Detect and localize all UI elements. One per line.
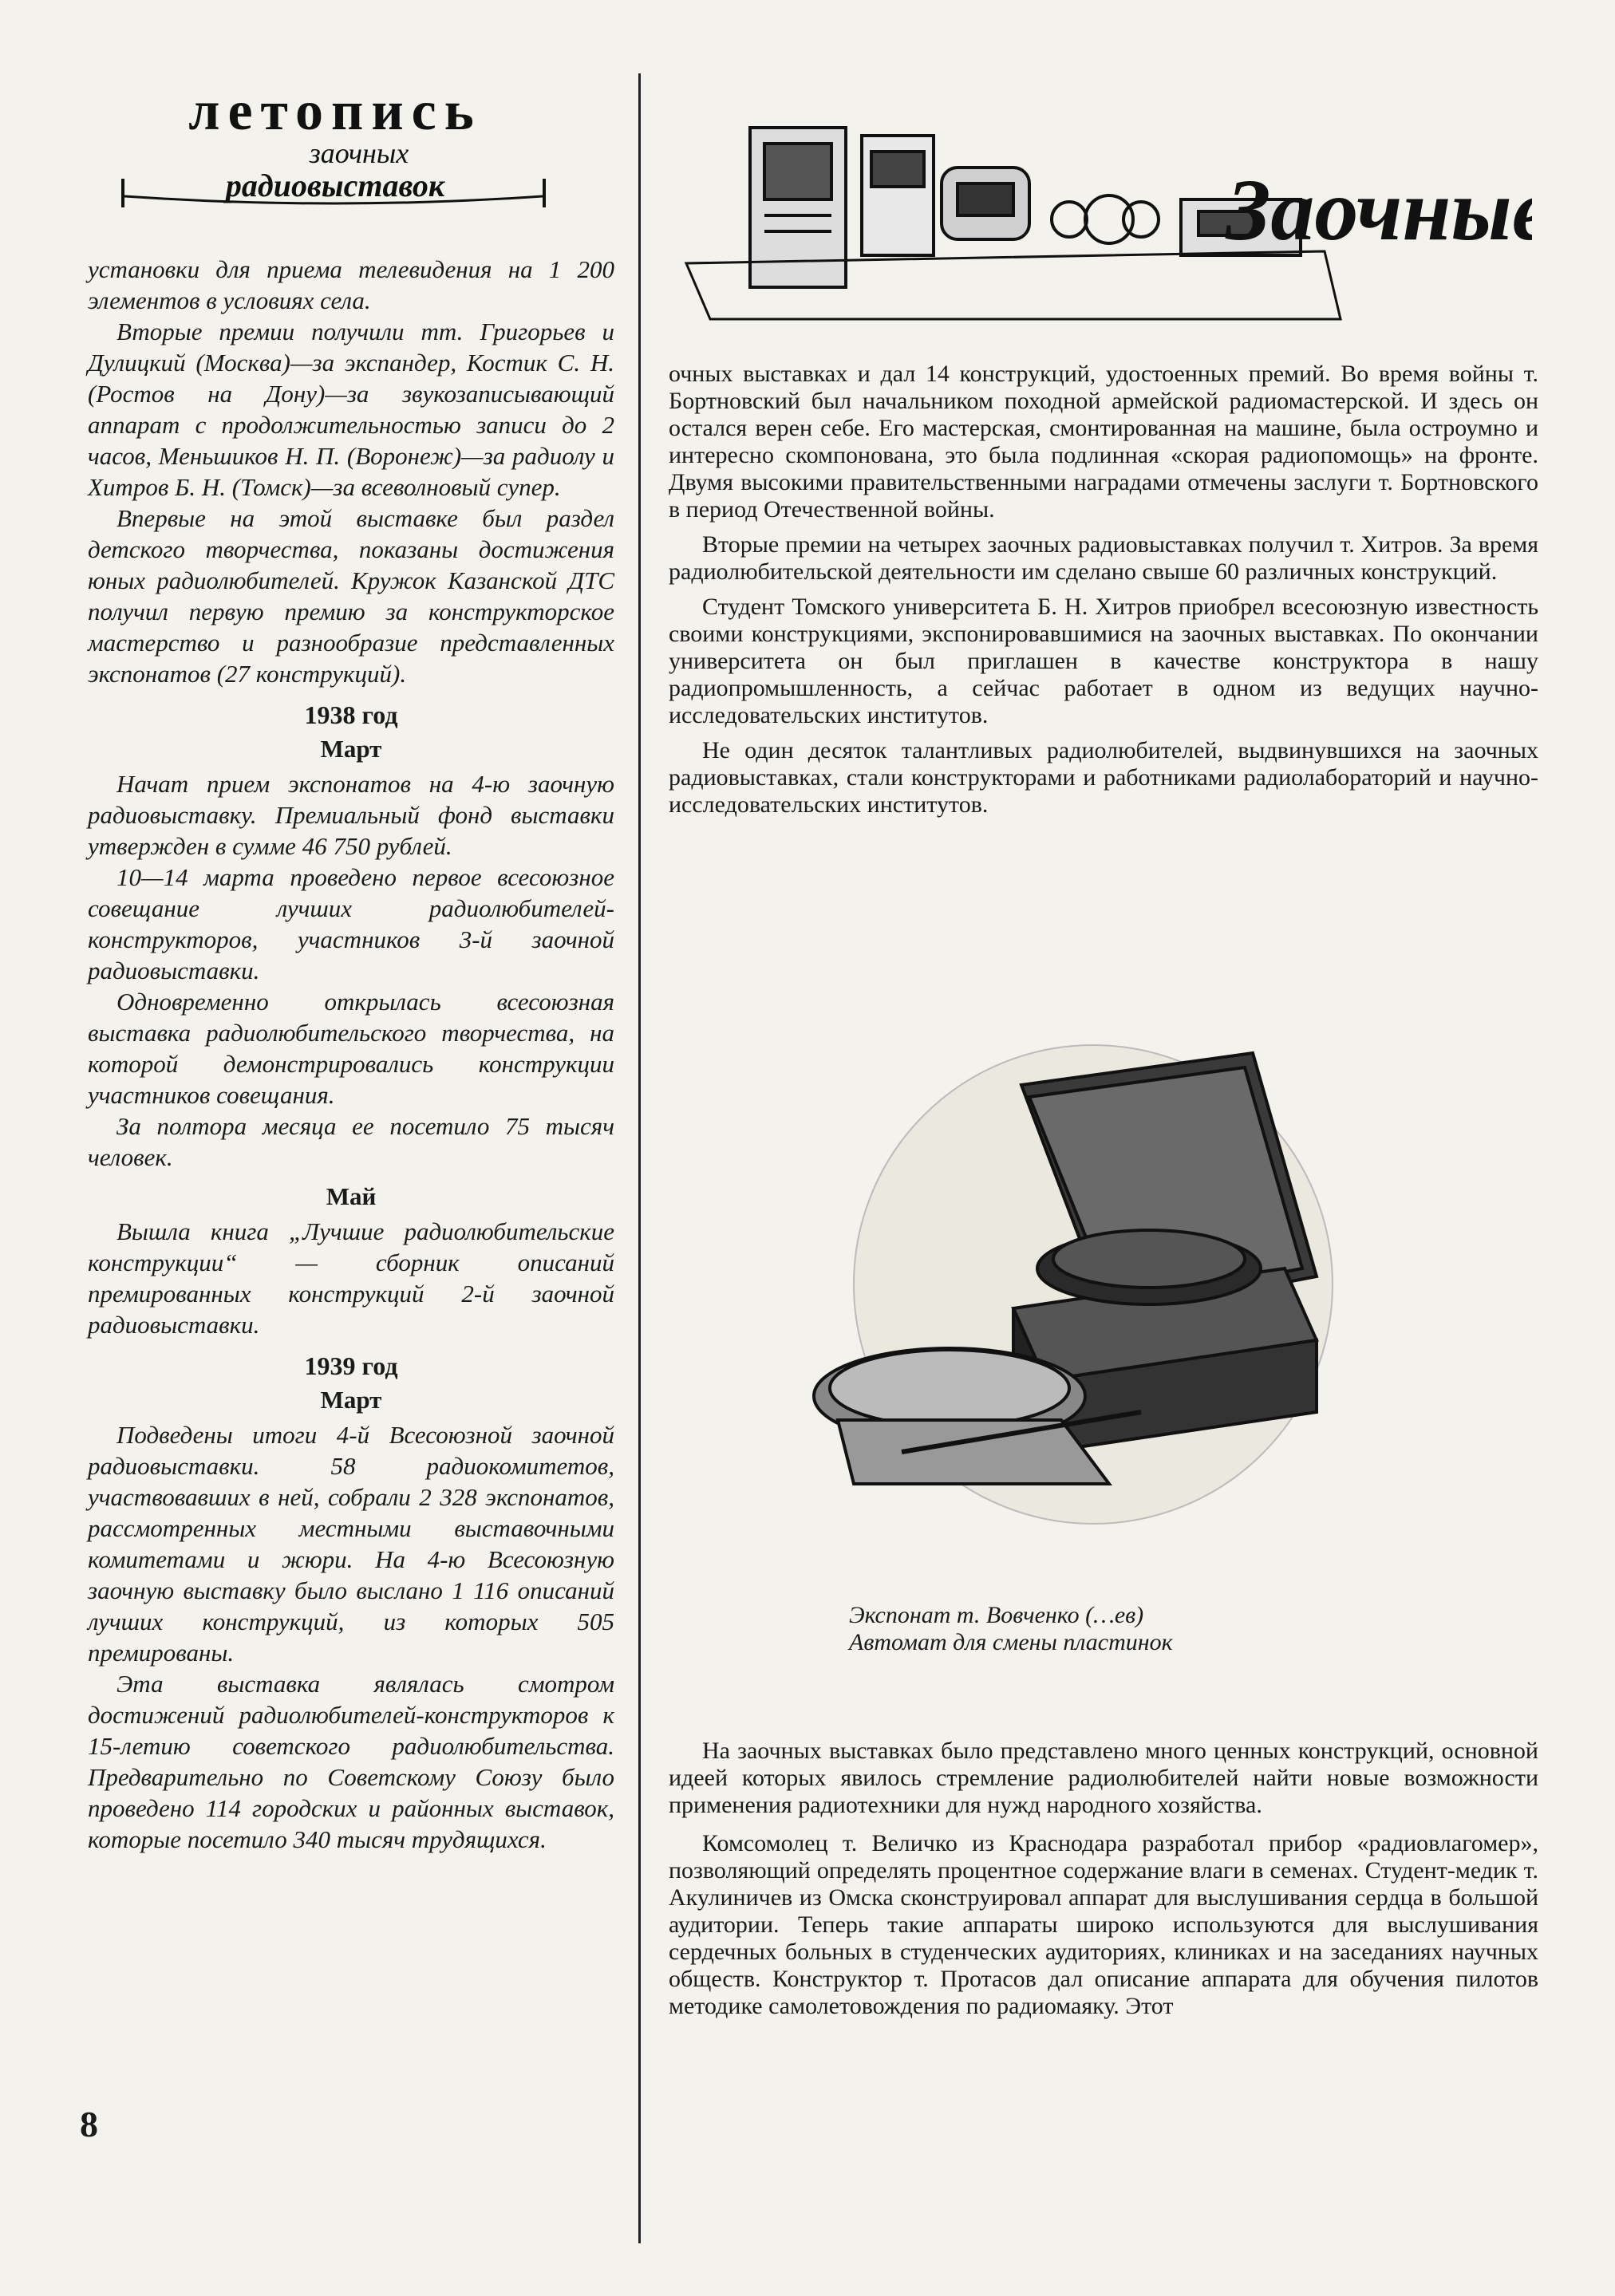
year-heading: 1939 год: [304, 1351, 398, 1380]
left-paragraph: Впервые на этой выставке был раздел детского творчества, показаны достижения юных радиолюбителей. Кружок Казанской ДТС получил первую премию за конструкторское мастерство и разнообразие представленных экспонатов (27 конструкций).: [88, 504, 614, 688]
caption-line-2: Автомат для смены пластинок: [849, 1629, 1173, 1655]
right-column-top: [669, 361, 1538, 819]
masthead: [120, 77, 551, 212]
masthead-subtitle-2: радиовыставок: [225, 168, 445, 203]
left-paragraph: Подведены итоги 4-й Всесоюзной заочной радиовыставки. 58 радиокомитетов, участвовавших в ней, собрали 2 328 экспонатов, рассмотренных местными выставочными комитетами и жюри. На 4-ю Всесоюзную заочную выставку было выслано 1 116 описаний лучших конструкций, из которых 505 премированы.: [88, 1421, 614, 1667]
left-paragraph: Начат прием экспонатов на 4-ю заочную радиовыставку. Премиальный фонд выставки утвержден в сумме 46 750 рублей.: [88, 770, 614, 860]
left-paragraph: Эта выставка являлась смотром достижений радиолюбителей-конструкторов к 15-летию советского радиолюбительства. Предварительно по Советскому Союзу было проведено 114 городских и районных выставок, которые посетило 340 тысяч трудящихся.: [88, 1670, 614, 1853]
left-paragraph: Вышла книга „Лучшие радиолюбительские конструкции“ — сборник описаний премированных конструкций 2-й заочной радиовыставки.: [88, 1217, 614, 1339]
left-paragraph: 10—14 марта проведено первое всесоюзное совещание лучших радиолюбителей-конструкторов, участников 3-й заочной радиовыставки.: [88, 863, 614, 984]
month-heading: Март: [320, 735, 382, 763]
right-paragraph: Не один десяток талантливых радиолюбителей, выдвинувшихся на заочных радиовыставках, стали конструкторами и работниками радиолабораторий и научно-исследовательских институтов.: [669, 737, 1538, 818]
right-paragraph: очных выставках и дал 14 конструкций, удостоенных премий. Во время войны т. Бортновский был начальником походной армейской радиомастерской. И здесь он остался верен себе. Его мастерская, смонтированная на машине, была остроумно и интересно скомпонована, это была подлинная «скорая радиопомощь» на фронте. Двумя высокими правительственными наградами отмечены заслуги т. Бортновского в период Отечественной войны.: [669, 361, 1538, 523]
month-heading: Май: [326, 1182, 377, 1210]
banner: [662, 80, 1532, 335]
left-paragraph: Одновременно открылась всесоюзная выставка радиолюбительского творчества, на которой демонстрировались конструкции участников совещания.: [88, 988, 614, 1109]
banner-title: Заочные: [1226, 161, 1532, 258]
masthead-frame: [120, 77, 551, 212]
radio-sets-illustration: [662, 80, 1532, 335]
right-paragraph: Студент Томского университета Б. Н. Хитров приобрел всесоюзную известность своими конструкциями, экспонировавшимися на заочных выставках. По окончании университета он был приглашен в качестве конструктора в нашу радиопромышленность, а сейчас работает в одном из ведущих научно-исследовательских институтов.: [669, 594, 1538, 728]
left-paragraph: установки для приема телевидения на 1 200 элементов в условиях села.: [88, 255, 614, 314]
left-column: [88, 254, 614, 1855]
left-paragraph: Вторые премии получили тт. Григорьев и Дулицкий (Москва)—за экспандер, Костик С. Н. (Ростов на Дону)—за звукозаписывающий аппарат с продолжительностью записи до 2 часов, Меньшиков Н. П. (Воронеж)—за радиолу и Хитров Б. Н. (Томск)—за всеволновый супер.: [88, 318, 614, 501]
right-paragraph: Комсомолец т. Величко из Краснодара разработал прибор «радиовлагомер», позволяющий определять процентное содержание влаги в семенах. Студент-медик т. Акулиничев из Омска сконструировал аппарат для выслушивания сердца в большой аудитории. Теперь такие аппараты широко используются для выслушивания сердечных больных в студенческих аудиториях, клиниках и на заседаниях научных обществ. Конструктор т. Протасов дал описание аппарата для обучения пилотов методике самолетовождения по радиомаяку. Этот: [669, 1830, 1538, 2019]
right-paragraph: Вторые премии на четырех заочных радиовыставках получил т. Хитров. За время радиолюбительской деятельности им сделано свыше 60 различных конструкций.: [669, 531, 1538, 585]
record-changer-illustration: [806, 1037, 1364, 1556]
right-column-bottom: [669, 1738, 1538, 2020]
record-changer-photo: [806, 1037, 1364, 1556]
month-heading: Март: [320, 1386, 382, 1414]
column-divider: [638, 73, 641, 2243]
page-number: 8: [80, 2104, 98, 2144]
left-paragraph: За полтора месяца ее посетило 75 тысяч человек.: [88, 1112, 614, 1171]
masthead-title: летопись: [188, 81, 482, 142]
caption-line-1: Экспонат т. Вовченко (…ев): [849, 1602, 1144, 1628]
right-paragraph: На заочных выставках было представлено много ценных конструкций, основной идеей которых явилось стремление радиолюбителей найти новые возможности применения радиотехники для нужд народного хозяйства.: [669, 1738, 1538, 1818]
masthead-subtitle-1: заочных: [309, 137, 409, 169]
year-heading: 1938 год: [304, 700, 398, 729]
photo-caption: [849, 1602, 1408, 1656]
